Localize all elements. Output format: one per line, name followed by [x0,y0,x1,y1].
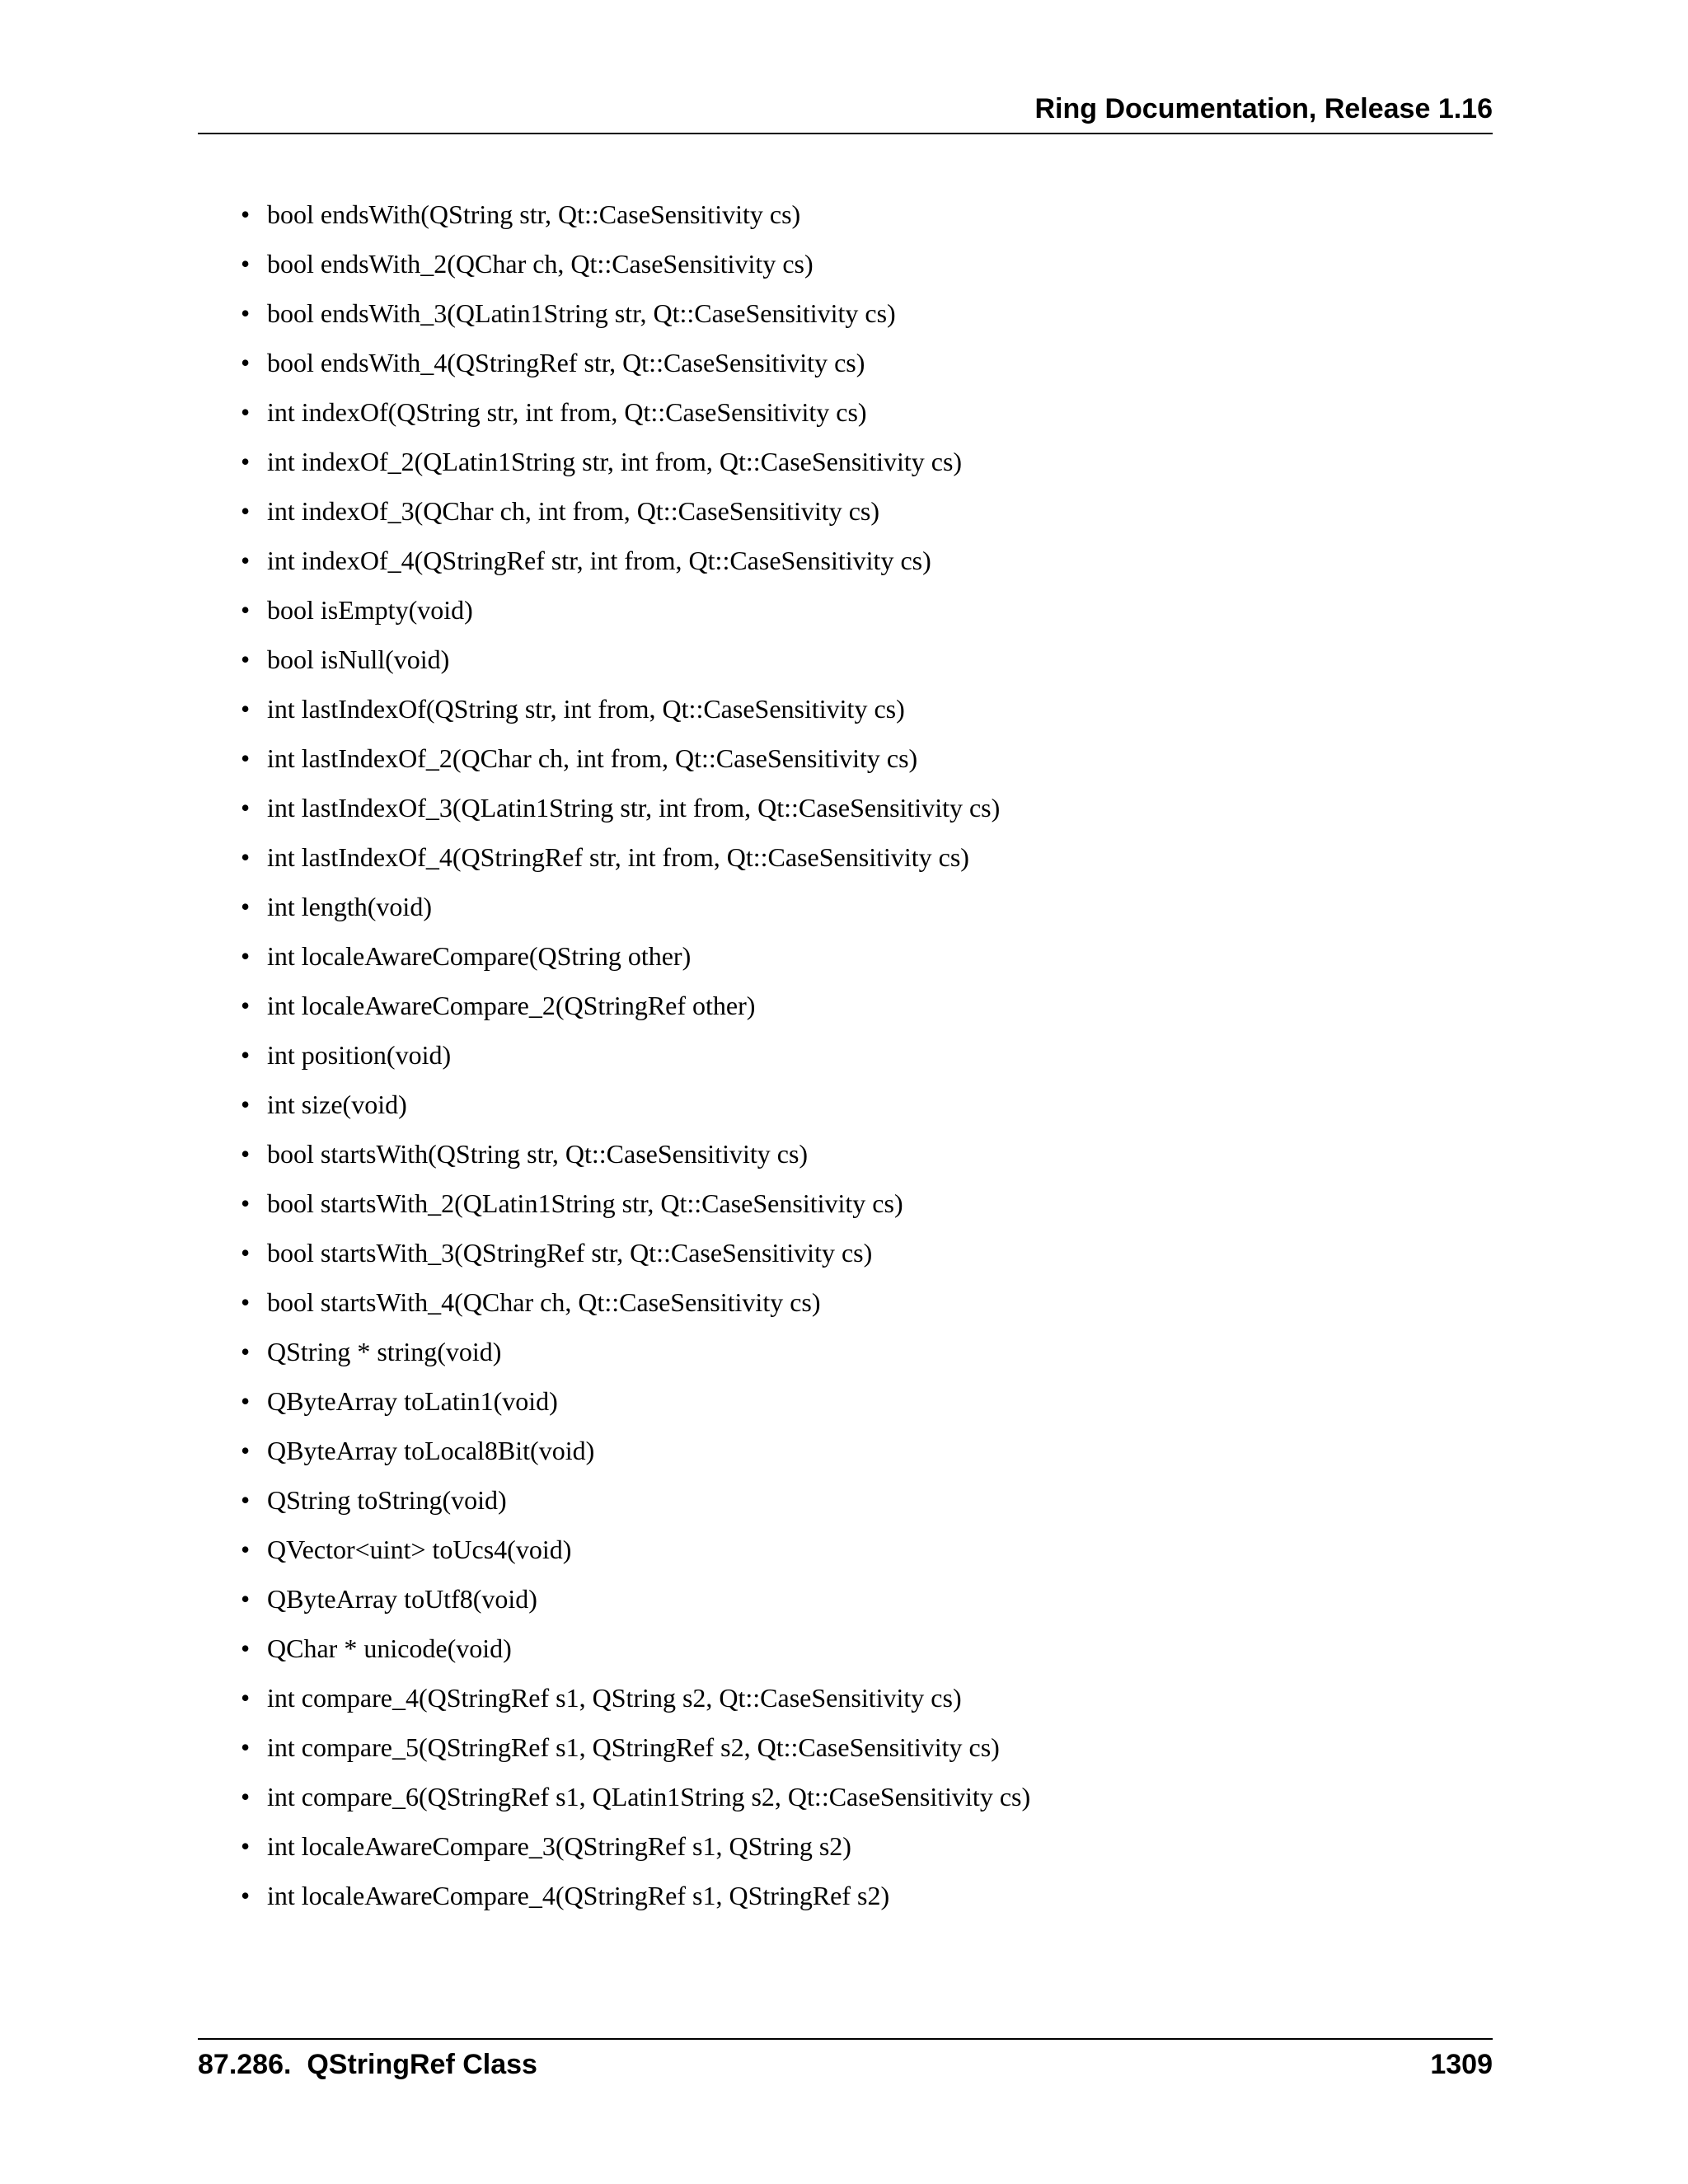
list-item [241,198,1030,247]
list-item [241,1335,1030,1385]
bullet-icon: • [241,298,251,328]
method-signature: int lastIndexOf_4(QStringRef str, int from, Qt::CaseSensitivity cs) [267,842,969,872]
list-item [241,1780,1030,1830]
method-signature: int length(void) [267,892,432,921]
bullet-icon: • [241,1287,251,1317]
list-item [241,1632,1030,1681]
list-item [241,1582,1030,1632]
bullet-icon: • [241,892,251,921]
list-item [241,396,1030,445]
list-item [241,346,1030,396]
method-signature: int localeAwareCompare(QString other) [267,941,692,971]
list-item [241,1830,1030,1879]
bullet-icon: • [241,1188,251,1218]
method-signature: int compare_5(QStringRef s1, QStringRef s2, Qt::CaseSensitivity cs) [267,1732,1000,1762]
bullet-icon: • [241,1436,251,1465]
list-item [241,890,1030,940]
bullet-icon: • [241,1535,251,1564]
method-signature: bool endsWith_3(QLatin1String str, Qt::CaseSensitivity cs) [267,298,896,328]
method-signature: QByteArray toLocal8Bit(void) [267,1436,595,1465]
method-signature: int compare_6(QStringRef s1, QLatin1String s2, Qt::CaseSensitivity cs) [267,1782,1031,1811]
bullet-icon: • [241,348,251,377]
method-signature: bool isNull(void) [267,644,450,674]
bullet-icon: • [241,793,251,823]
bullet-icon: • [241,743,251,773]
list-item [241,742,1030,791]
method-signature: bool endsWith_4(QStringRef str, Qt::CaseSensitivity cs) [267,348,865,377]
list-item [241,1483,1030,1533]
bullet-icon: • [241,1782,251,1811]
bullet-icon: • [241,941,251,971]
list-item [241,791,1030,841]
bullet-icon: • [241,1139,251,1169]
list-item [241,989,1030,1038]
bullet-icon: • [241,249,251,279]
list-item [241,841,1030,890]
bullet-icon: • [241,1090,251,1119]
page-header [198,0,1493,134]
method-signature: int localeAwareCompare_4(QStringRef s1, QStringRef s2) [267,1881,890,1910]
method-signature: bool endsWith_2(QChar ch, Qt::CaseSensitivity cs) [267,249,814,279]
method-signature: bool startsWith_2(QLatin1String str, Qt::CaseSensitivity cs) [267,1188,903,1218]
method-signature: int lastIndexOf(QString str, int from, Qt::CaseSensitivity cs) [267,694,905,724]
list-item [241,1385,1030,1434]
bullet-icon: • [241,1732,251,1762]
method-signature: int indexOf_2(QLatin1String str, int from, Qt::CaseSensitivity cs) [267,447,963,476]
bullet-icon: • [241,1831,251,1861]
method-signature: int compare_4(QStringRef s1, QString s2, Qt::CaseSensitivity cs) [267,1683,962,1713]
list-item [241,1038,1030,1088]
bullet-icon: • [241,397,251,427]
method-signature: int position(void) [267,1040,452,1070]
bullet-icon: • [241,1386,251,1416]
list-item [241,544,1030,593]
bullet-icon: • [241,1633,251,1663]
list-item [241,593,1030,643]
method-list [241,198,1030,1929]
list-item [241,692,1030,742]
method-signature: QVector<uint> toUcs4(void) [267,1535,572,1564]
bullet-icon: • [241,1040,251,1070]
method-signature: bool startsWith_3(QStringRef str, Qt::CaseSensitivity cs) [267,1238,873,1268]
bullet-icon: • [241,1337,251,1366]
method-signature: int lastIndexOf_3(QLatin1String str, int from, Qt::CaseSensitivity cs) [267,793,1001,823]
list-item [241,1731,1030,1780]
list-item [241,1187,1030,1236]
bullet-icon: • [241,842,251,872]
list-item [241,1286,1030,1335]
method-signature: int lastIndexOf_2(QChar ch, int from, Qt::CaseSensitivity cs) [267,743,918,773]
list-item [241,643,1030,692]
method-signature: QByteArray toLatin1(void) [267,1386,558,1416]
method-signature: bool startsWith_4(QChar ch, Qt::CaseSensitivity cs) [267,1287,821,1317]
method-signature: QString * string(void) [267,1337,502,1366]
bullet-icon: • [241,1238,251,1268]
method-signature: bool endsWith(QString str, Qt::CaseSensitivity cs) [267,199,801,229]
method-signature: int indexOf_4(QStringRef str, int from, Qt::CaseSensitivity cs) [267,546,931,575]
list-item [241,297,1030,346]
list-item [241,445,1030,494]
method-signature: QChar * unicode(void) [267,1633,512,1663]
list-item [241,1533,1030,1582]
document-title: Ring Documentation, Release 1.16 [1034,93,1493,124]
bullet-icon: • [241,595,251,625]
bullet-icon: • [241,199,251,229]
list-item [241,1088,1030,1137]
method-signature: bool startsWith(QString str, Qt::CaseSensitivity cs) [267,1139,809,1169]
method-signature: int localeAwareCompare_3(QStringRef s1, QString s2) [267,1831,851,1861]
bullet-icon: • [241,1881,251,1910]
page-footer [198,2038,1493,2080]
list-item [241,247,1030,297]
list-item [241,494,1030,544]
method-signature: int indexOf(QString str, int from, Qt::CaseSensitivity cs) [267,397,867,427]
list-item [241,1681,1030,1731]
list-item [241,1879,1030,1929]
bullet-icon: • [241,694,251,724]
method-signature: int indexOf_3(QChar ch, int from, Qt::CaseSensitivity cs) [267,496,879,526]
bullet-icon: • [241,447,251,476]
method-signature: QByteArray toUtf8(void) [267,1584,537,1614]
section-title: 87.286. QStringRef Class [198,2049,537,2080]
method-signature: int size(void) [267,1090,407,1119]
bullet-icon: • [241,1485,251,1515]
method-signature: QString toString(void) [267,1485,507,1515]
bullet-icon: • [241,1584,251,1614]
bullet-icon: • [241,1683,251,1713]
list-item [241,1137,1030,1187]
method-signature: bool isEmpty(void) [267,595,473,625]
list-item [241,1434,1030,1483]
page-number: 1309 [1430,2049,1493,2080]
bullet-icon: • [241,546,251,575]
list-item [241,940,1030,989]
method-signature: int localeAwareCompare_2(QStringRef other) [267,991,756,1020]
list-item [241,1236,1030,1286]
bullet-icon: • [241,991,251,1020]
bullet-icon: • [241,496,251,526]
bullet-icon: • [241,644,251,674]
